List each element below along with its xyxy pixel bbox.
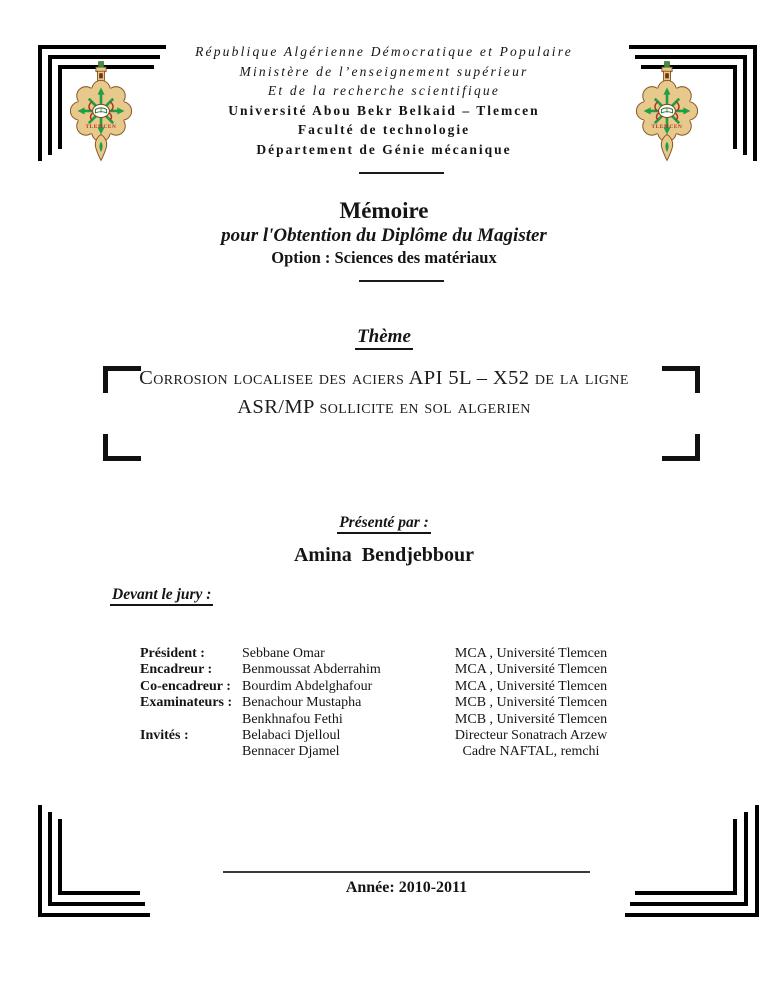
jury-role-label: Président :: [140, 646, 205, 661]
table-row: [140, 744, 648, 760]
jury-member-name: Belabaci Djelloul: [242, 728, 341, 744]
degree-option: Option : Sciences des matériaux: [271, 248, 497, 267]
jury-member-name: Benmoussat Abderrahim: [242, 662, 381, 678]
theme-heading: Thème: [355, 326, 413, 350]
jury-member-title: MCA , Université Tlemcen: [454, 646, 608, 661]
table-row: [140, 712, 648, 728]
thesis-title-line2: ASR/MP sollicite en sol algerien: [237, 396, 531, 418]
separator-line: [359, 172, 444, 174]
thesis-title-line1: Corrosion localisee des aciers API 5L – X52 de la ligne: [139, 367, 629, 389]
jury-role-label: Co-encadreur :: [140, 678, 231, 694]
corner-decoration-bottom-left: [58, 819, 140, 895]
author-name: Amina Bendjebbour: [293, 544, 475, 566]
header-line: Ministère de l’enseignement supérieur: [239, 63, 529, 79]
jury-member-name: Sebbane Omar: [242, 646, 325, 661]
header-line: République Algérienne Démocratique et Populaire: [195, 44, 573, 59]
jury-member-name: Bennacer Djamel: [242, 744, 340, 760]
jury-member-title: MCB , Université Tlemcen: [454, 711, 608, 727]
theme-heading-wrap: [0, 326, 768, 348]
separator-line: [359, 280, 444, 282]
jury-member-title: Cadre NAFTAL, remchi: [462, 744, 600, 760]
jury-role-label: [140, 744, 242, 760]
jury-member-title: MCB , Université Tlemcen: [454, 695, 608, 711]
header-line: Et de la recherche scientifique: [267, 83, 501, 98]
academic-year: Année: 2010-2011: [345, 879, 468, 896]
degree-subtitle: pour l'Obtention du Diplôme du Magister: [221, 225, 547, 246]
jury-role-label: Encadreur :: [140, 662, 213, 678]
faculty-name: Faculté de technologie: [297, 122, 471, 137]
jury-member-name: Bourdim Abdelghafour: [242, 678, 373, 694]
presented-by-label: Présenté par :: [337, 514, 431, 534]
jury-member-title: Directeur Sonatrach Arzew: [454, 728, 608, 744]
jury-member-title: MCA , Université Tlemcen: [454, 662, 608, 678]
jury-role-label: Examinateurs :: [140, 695, 233, 711]
jury-member-name: Benachour Mustapha: [242, 695, 362, 711]
title-bracket-bottom-right: [662, 434, 700, 461]
presented-by-wrap: [0, 514, 768, 532]
jury-member-name: Benkhnafou Fethi: [242, 711, 343, 727]
university-name: Université Abou Bekr Belkaid – Tlemcen: [228, 102, 540, 118]
degree-block: [0, 197, 768, 268]
ministry-header: [0, 42, 768, 159]
emblem-text: TLEMCEN: [85, 123, 117, 130]
jury-member-title: MCA , Université Tlemcen: [454, 678, 608, 694]
title-bracket-top-right: [662, 366, 700, 393]
thesis-title: [108, 364, 660, 422]
table-row: [140, 646, 648, 662]
footer-separator-line: [223, 871, 590, 873]
table-row: [140, 662, 648, 678]
jury-heading: Devant le jury :: [110, 586, 213, 606]
title-bracket-bottom-left: [103, 434, 141, 461]
corner-decoration-bottom-right: [635, 819, 737, 895]
document-type-title: Mémoire: [339, 198, 429, 223]
jury-table: [140, 646, 648, 761]
table-row: [140, 695, 648, 711]
table-row: [140, 679, 648, 695]
jury-role-label: Invités :: [140, 728, 189, 744]
jury-heading-wrap: [110, 586, 213, 604]
department-name: Département de Génie mécanique: [256, 141, 512, 157]
table-row: [140, 728, 648, 744]
jury-role-label: [140, 712, 242, 728]
